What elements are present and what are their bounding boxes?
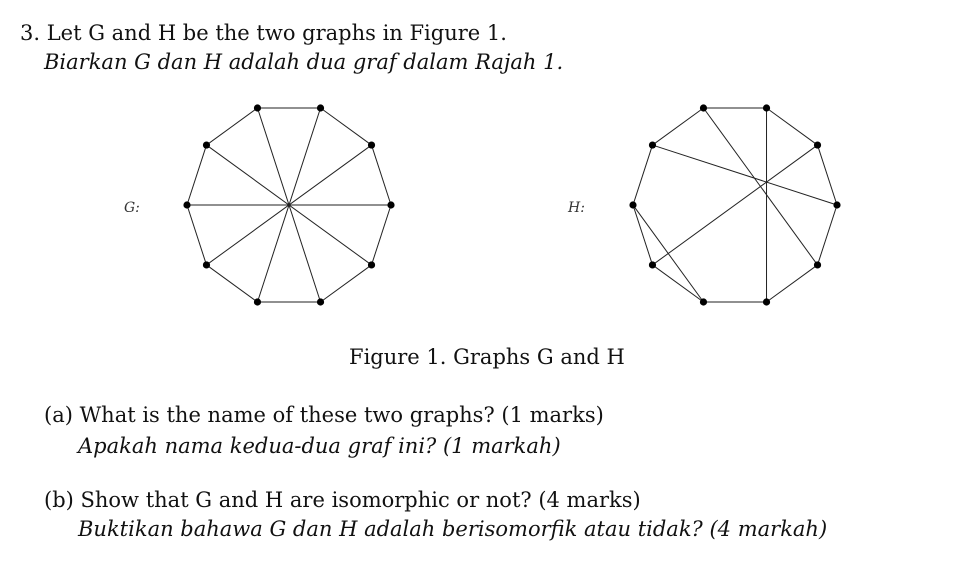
- graph-h-vertex: [814, 261, 821, 268]
- graph-g-vertex: [203, 261, 210, 268]
- graph-g-cycle-edge: [321, 108, 372, 145]
- graph-g-cycle-edge: [206, 265, 257, 302]
- graph-h-cycle-edge: [633, 205, 652, 265]
- graph-h-vertex: [763, 104, 770, 111]
- graph-g-vertex: [254, 104, 261, 111]
- graph-h-vertex: [700, 104, 707, 111]
- graph-g-vertex: [317, 298, 324, 305]
- graph-h-cycle-edge: [652, 108, 703, 145]
- graph-h-vertex: [649, 141, 656, 148]
- graph-h-chord-edge: [652, 145, 817, 265]
- part-b-question-malay: Buktikan bahawa G dan H adalah berisomorfik atau tidak? (4 markah): [78, 517, 828, 541]
- graph-g: [183, 104, 394, 305]
- graph-h-vertex: [833, 201, 840, 208]
- figure-caption: Figure 1. Graphs G and H: [349, 345, 625, 369]
- graph-h-vertex: [629, 201, 636, 208]
- graph-h-vertex: [814, 141, 821, 148]
- graph-h-vertex: [700, 298, 707, 305]
- graph-g-cycle-edge: [372, 205, 391, 265]
- graph-h-cycle-edge: [818, 205, 837, 265]
- graph-g-vertex: [317, 104, 324, 111]
- graph-h-cycle-edge: [818, 145, 837, 205]
- graph-g-vertex: [387, 201, 394, 208]
- graph-g-vertex: [368, 141, 375, 148]
- graph-g-label: G:: [124, 200, 140, 216]
- graph-g-vertex: [368, 261, 375, 268]
- graph-g-cycle-edge: [187, 145, 206, 205]
- graph-h-cycle-edge: [652, 265, 703, 302]
- graph-h-cycle-edge: [767, 108, 818, 145]
- graph-g-cycle-edge: [321, 265, 372, 302]
- question-title-malay: Biarkan G dan H adalah dua graf dalam Rajah 1.: [44, 50, 564, 74]
- graph-h-vertex: [763, 298, 770, 305]
- graph-h-label: H:: [568, 200, 585, 216]
- graph-h-chord-edge: [633, 205, 703, 302]
- part-a-question: (a) What is the name of these two graphs? (1 marks): [44, 403, 604, 427]
- part-b-question: (b) Show that G and H are isomorphic or not? (4 marks): [44, 488, 641, 512]
- graph-g-vertex: [203, 141, 210, 148]
- graph-g-vertex: [183, 201, 190, 208]
- graph-h-vertex: [649, 261, 656, 268]
- graph-g-cycle-edge: [206, 108, 257, 145]
- graph-g-cycle-edge: [187, 205, 206, 265]
- graph-h: [629, 104, 840, 305]
- question-title: 3. Let G and H be the two graphs in Figure 1.: [20, 21, 507, 45]
- graph-g-cycle-edge: [372, 145, 391, 205]
- graph-g-vertex: [254, 298, 261, 305]
- graph-h-chord-edge: [652, 145, 837, 205]
- part-a-question-malay: Apakah nama kedua-dua graf ini? (1 markah): [78, 434, 561, 458]
- graph-h-cycle-edge: [767, 265, 818, 302]
- graph-h-cycle-edge: [633, 145, 652, 205]
